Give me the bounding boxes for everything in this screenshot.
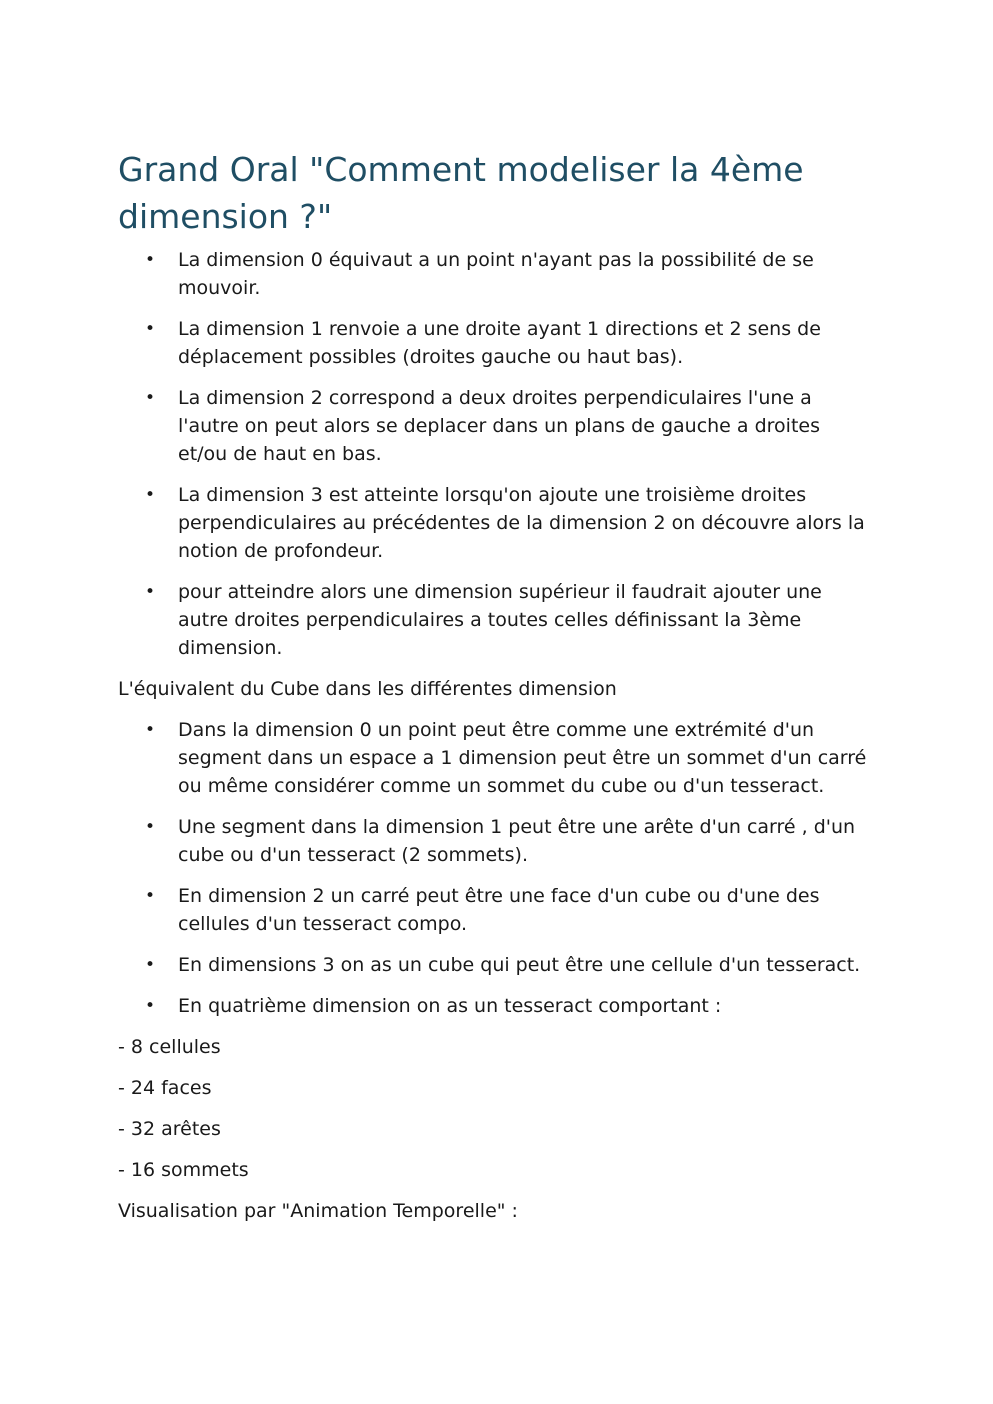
list-item-text: La dimension 2 correspond a deux droites perpendiculaires l'une a l'autre on peut alors se deplacer dans un plans de gauche a droites et/ou de haut en bas.	[178, 387, 820, 465]
list-item	[118, 882, 868, 938]
visualisation-line: Visualisation par "Animation Temporelle" :	[118, 1200, 518, 1222]
tesseract-faces-line: - 24 faces	[118, 1077, 212, 1099]
bullet-icon: •	[145, 817, 156, 837]
list-item-text: En quatrième dimension on as un tesseract comportant :	[178, 995, 722, 1017]
bullet-icon: •	[145, 319, 156, 339]
list-item	[118, 992, 868, 1020]
list-item-text: Dans la dimension 0 un point peut être comme une extrémité d'un segment dans un espace a 1 dimension peut être un sommet d'un carré ou même considérer comme un sommet du cube ou d'un tesseract.	[178, 719, 867, 797]
dimensions-list	[118, 246, 868, 662]
list-item	[118, 951, 868, 979]
bullet-icon: •	[145, 485, 156, 505]
cube-equivalents-list	[118, 716, 868, 1020]
list-item	[118, 716, 868, 800]
list-item	[118, 813, 868, 869]
list-item-text: En dimension 2 un carré peut être une face d'un cube ou d'une des cellules d'un tesseract compo.	[178, 885, 820, 935]
tesseract-cells-line: - 8 cellules	[118, 1036, 221, 1058]
list-item-text: La dimension 0 équivaut a un point n'ayant pas la possibilité de se mouvoir.	[178, 249, 814, 299]
list-item-text: Une segment dans la dimension 1 peut être une arête d'un carré , d'un cube ou d'un tesseract (2 sommets).	[178, 816, 856, 866]
cube-heading: L'équivalent du Cube dans les différentes dimension	[118, 678, 617, 700]
bullet-icon: •	[145, 250, 156, 270]
tesseract-edges-line: - 32 arêtes	[118, 1118, 221, 1140]
list-item-text: La dimension 1 renvoie a une droite ayant 1 directions et 2 sens de déplacement possibles (droites gauche ou haut bas).	[178, 318, 821, 368]
bullet-icon: •	[145, 996, 156, 1016]
list-item	[118, 315, 868, 371]
document-title: Grand Oral "Comment modeliser la 4ème dimension ?"	[118, 150, 804, 236]
bullet-icon: •	[145, 388, 156, 408]
bullet-icon: •	[145, 886, 156, 906]
list-item-text: La dimension 3 est atteinte lorsqu'on ajoute une troisième droites perpendiculaires au précédentes de la dimension 2 on découvre alors la notion de profondeur.	[178, 484, 865, 562]
list-item-text: pour atteindre alors une dimension supérieur il faudrait ajouter une autre droites perpendiculaires a toutes celles définissant la 3ème dimension.	[178, 581, 822, 659]
bullet-icon: •	[145, 955, 156, 975]
tesseract-vertices-line: - 16 sommets	[118, 1159, 249, 1181]
list-item	[118, 246, 868, 302]
document-page	[118, 146, 868, 1238]
list-item-text: En dimensions 3 on as un cube qui peut être une cellule d'un tesseract.	[178, 954, 861, 976]
list-item	[118, 481, 868, 565]
list-item	[118, 384, 868, 468]
bullet-icon: •	[145, 720, 156, 740]
bullet-icon: •	[145, 582, 156, 602]
list-item	[118, 578, 868, 662]
